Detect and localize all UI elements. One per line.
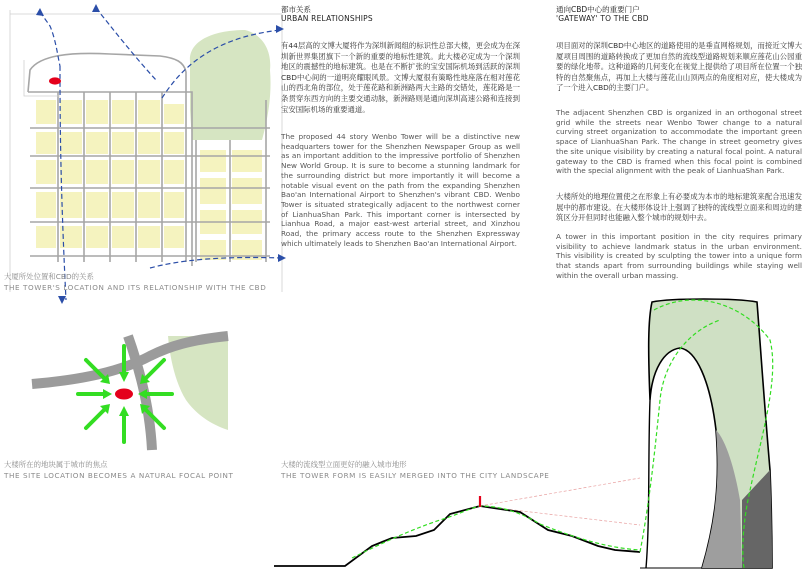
map-frame-lines xyxy=(10,10,282,292)
tower-base-shadow xyxy=(742,470,772,568)
tower-left-face xyxy=(646,400,650,568)
gateway-heading-en: 'GATEWAY' TO THE CBD xyxy=(556,14,649,23)
cbd-blocks xyxy=(36,100,262,260)
gateway-paragraph1-cn: 项目面对的深圳CBD中心地区的道路使用的是垂直网格规划，而接近文博大厦项目周围的道路转换成了更加自然的流线型道路规划来顺应莲花山公园重要的绿化地带。这种道路的几何变化在视觉上提供给了项目所在位置一个独特的自然聚焦点，再加上大楼与莲花山山顶两点的角度相对应，使大楼成为了一个进入CBD的主要门户。 xyxy=(556,41,802,93)
access-route-arrows xyxy=(40,8,282,300)
gateway-paragraph1-en: The adjacent Shenzhen CBD is organized in an orthogonal street grid while the streets near Wenbo Tower change to a natural curving street organization to accommodate the important green space of LianhuaShan Park. The change in street geometry gives the site unique visibility by creating a natural focal point. A natural gateway to the CBD is framed when this focal point is combined with the special alignment with the peak of LianhuaShan Park. xyxy=(556,108,802,176)
focal-arrows xyxy=(78,346,172,442)
focal-caption-en: THE SITE LOCATION BECOMES A NATURAL FOCAL POINT xyxy=(4,471,234,480)
park-area xyxy=(168,336,228,430)
skyline-diagram xyxy=(274,299,773,568)
arrowheads xyxy=(36,4,286,304)
gateway-paragraph2-en: A tower in this important position in the city requires primary visibility to achieve landmark status in the urban environment. This visibility is created by sculpting the tower into a unique form that stands apart from surrounding buildings while staying well within the overall urban massing. xyxy=(556,232,802,280)
skyline-caption-cn: 大楼的流线型立面更好的融入城市地形 xyxy=(281,460,407,469)
urban-relationships-heading-cn: 都市关系 xyxy=(281,5,311,14)
diagonal-road xyxy=(128,336,152,450)
focal-caption-cn: 大楼所在的地块属于城市的焦点 xyxy=(4,460,108,469)
sight-lines xyxy=(480,478,640,525)
skyline-caption-en: THE TOWER FORM IS EASILY MERGED INTO THE CITY LANDSCAPE xyxy=(281,471,550,480)
focal-point-diagram xyxy=(32,336,228,450)
tower-green-curve xyxy=(654,300,773,568)
curved-road xyxy=(32,336,228,384)
map-caption-cn: 大厦所处位置和CBD的关系 xyxy=(4,272,94,281)
lianhuashan-park xyxy=(190,30,271,140)
tower-core-shadow xyxy=(702,430,742,568)
gateway-paragraph2-cn: 大楼所处的地理位置使之在形象上有必要成为本市的地标建筑来配合迅速发展中的都市建设。在大楼形体设计上强调了独特的流线型立面来和周边的建筑区分开但同时也能融入整个城市的规划中去。 xyxy=(556,192,802,223)
gateway-heading-cn: 通向CBD中心的重要门户 xyxy=(556,5,640,14)
profile-curve-green xyxy=(352,506,640,558)
urban-relationships-heading-en: URBAN RELATIONSHIPS xyxy=(281,14,373,23)
tower-body xyxy=(649,299,772,568)
focal-arrowheads xyxy=(100,372,150,416)
site-marker xyxy=(49,77,61,84)
road-network xyxy=(28,53,270,266)
map-caption-en: THE TOWER'S LOCATION AND ITS RELATIONSHIP WITH THE CBD xyxy=(4,283,267,292)
focal-site-marker xyxy=(115,389,133,400)
urban-relationships-paragraph-cn: 有44层高的文博大厦将作为深圳新闻组的标识性总部大楼，更会成为在深圳新世界集团旗下一个新的重要的地标性建筑。此大楼必定成为一个深圳地区的震撼性的地标建筑。也是在不断扩张的宝安国际机场到活跃的深圳CBD中心间的一道明亮耀眼风景。文博大厦很有策略性地座落在相对莲花山的西北角的部位，处于莲花路和新洲路两大主路的交错处，莲花路是一条贯穿东西方向的主要交通动脉，新洲路则是通向深圳高速公路和连接到宝安国际机场的重要通道。 xyxy=(281,41,520,114)
city-profile-line xyxy=(274,506,640,566)
urban-relationships-paragraph-en: The proposed 44 story Wenbo Tower will be a distinctive new headquarters tower for the Shenzhen Newspaper Group as well as an important addition to the impressive portfolio of Shenzhen New World Group. It is sure to become a stunning landmark for the surrounding district but more importantly it will become a notable visual event on the path from the expanding Shenzhen Bao'an International Airport to Shenzhen's vibrant CBD. Wenbo Tower is situated strategically adjacent to the northwest corner of LianhuaShan Park. This important corner is intersected by Lianhua Road, a major east-west arterial street, and Xinzhou Road, the primary access route to the Shenzhen Expressway which ultimately leads to Shenzhen Bao'an International Airport. xyxy=(281,132,520,248)
tower-green-curve-left xyxy=(640,320,720,552)
